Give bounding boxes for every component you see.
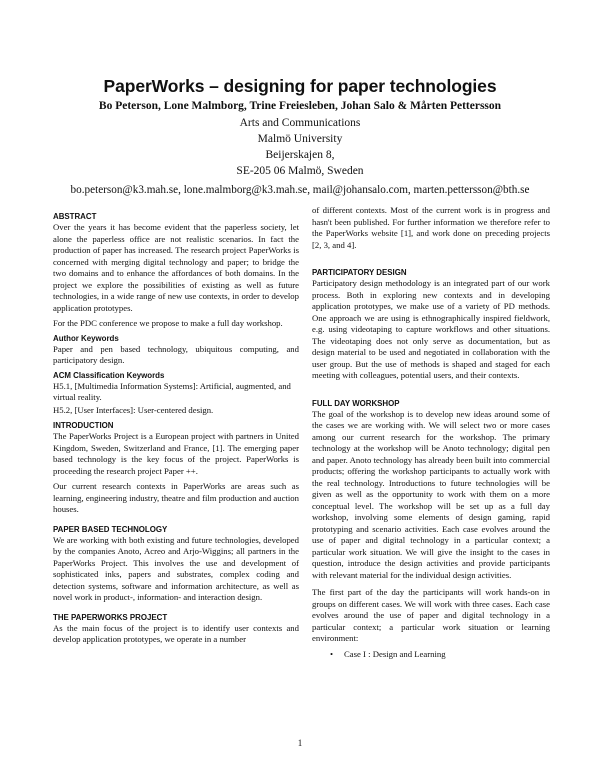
acm-classification: H5.1, [Multimedia Information Systems]: Artificial, augmented, and virtual reality. <box>53 380 291 402</box>
section-heading-abstract: ABSTRACT <box>53 212 97 221</box>
section-heading-full-day-workshop: FULL DAY WORKSHOP <box>312 398 400 408</box>
section-heading-paperworks-project: THE PAPERWORKS PROJECT <box>53 612 168 622</box>
left-column <box>53 212 299 650</box>
section-heading-acm: ACM Classification Keywords <box>53 370 165 380</box>
workshop-paragraph: The goal of the workshop is to develop new ideas around some of the cases we are working with. We will select two or more cases among our current research for the workshop. The primary technology at the workshop will be Anoto technology; digital pen and paper. Anoto technology has already been built into commercial products; offering the workshop participants to actually work with the real technology. Introductions to future technologies will be given as well as the opportunity to work with them on a more conceptual level. The workshop will be set up as a full day workshop, involving some elements of design gaming, rapid prototyping and scenario activities. Each case evolves around the use of paper and digital technology in a particular context; a particular work situation. We will give the insight to the cases in question, introduce the design activities and provide participants with relevant material for the individual design activities. <box>312 408 550 580</box>
participatory-design-paragraph: Participatory design methodology is an integrated part of our work process. Both in exploring new contexts and in developing application prototypes, we make use of a variety of PD methods. One approach we are using is ethnographically inspired fieldwork, e.g. using videotaping to capture workflows and other situations. The videotaping does not only serve as documentation, but as design material to be used and negotiated in collaboration with the user group. But the use of methods is shaped and staged for each meeting with colleagues, potential users, and their contexts. <box>312 278 550 380</box>
author-keywords-text: Paper and pen based technology, ubiquitous computing, and participatory design. <box>53 343 299 365</box>
introduction-paragraph: The PaperWorks Project is a European project with partners in United Kingdom, Sweden, Switzerland and France, [1]. The emerging paper based technology is the key focus of the project. PaperWorks is proceeding the research project Paper ++. <box>53 431 299 476</box>
paperworks-project-paragraph: As the main focus of the project is to identify user contexts and develop application prototypes, we operate in a number <box>53 622 299 644</box>
right-column <box>312 205 550 660</box>
affiliation-line: Malmö University <box>257 133 343 145</box>
list-item <box>330 649 550 661</box>
affiliation-line: Beijerskajen 8, <box>265 149 335 161</box>
section-heading-paper-based-technology: PAPER BASED TECHNOLOGY <box>53 524 168 534</box>
affiliation-line: Arts and Communications <box>239 117 361 129</box>
author-list: Bo Peterson, Lone Malmborg, Trine Freiesleben, Johan Salo & Mårten Pettersson <box>98 100 502 112</box>
list-item-text: Case I : Design and Learning <box>344 648 446 659</box>
bullet-icon: • <box>330 648 334 659</box>
paper-based-technology-paragraph: We are working with both existing and future technologies, developed by the companies Anoto, Acreo and Arjo-Wiggins; all partners in the PaperWorks Project. This involves the use and development of sophisticated inks, papers and substrates, complex coding and detection systems, software and information architecture, as well as novel work in product-, information- and interaction design. <box>53 534 299 602</box>
workshop-paragraph: The first part of the day the participants will work hands-on in groups on different cases. We will work with three cases. Each case evolves around the use of paper and digital technology in a particular context; a particular work situation or learning environment: <box>312 587 550 643</box>
introduction-paragraph: Our current research contexts in PaperWorks are areas such as learning, engineering industry, theatre and film production and auction houses. <box>53 481 299 514</box>
abstract-paragraph: Over the years it has become evident that the paperless society, let alone the paperless office are not realistic scenarios. In fact the production of paper has increased. The research project PaperWorks is concerned with merging digital technology and paper; to bridge the two domains and to enhance the affordances of both domains. In the project we explore the possibilities of existing as well as future technologies, in a wide range of new use contexts, in order to develop application prototypes. <box>53 222 299 313</box>
section-heading-author-keywords: Author Keywords <box>53 333 119 343</box>
section-heading-participatory-design: PARTICIPATORY DESIGN <box>312 268 407 277</box>
author-emails: bo.peterson@k3.mah.se, lone.malmborg@k3.mah.se, mail@johansalo.com, marten.pettersson@bth.se <box>70 184 530 196</box>
acm-classification: H5.2, [User Interfaces]: User-centered design. <box>53 404 214 415</box>
page-number: 1 <box>297 738 303 748</box>
section-heading-introduction: INTRODUCTION <box>53 421 114 430</box>
affiliation-line: SE-205 06 Malmö, Sweden <box>236 165 364 177</box>
paper-title: PaperWorks – designing for paper technologies <box>103 76 497 96</box>
abstract-paragraph: For the PDC conference we propose to make a full day workshop. <box>53 318 283 328</box>
paperworks-project-continued: of different contexts. Most of the current work is in progress and hasn't been published. For further information we therefore refer to the PaperWorks website [1], and work done on preceding projects [2, 3, and 4]. <box>312 205 550 250</box>
